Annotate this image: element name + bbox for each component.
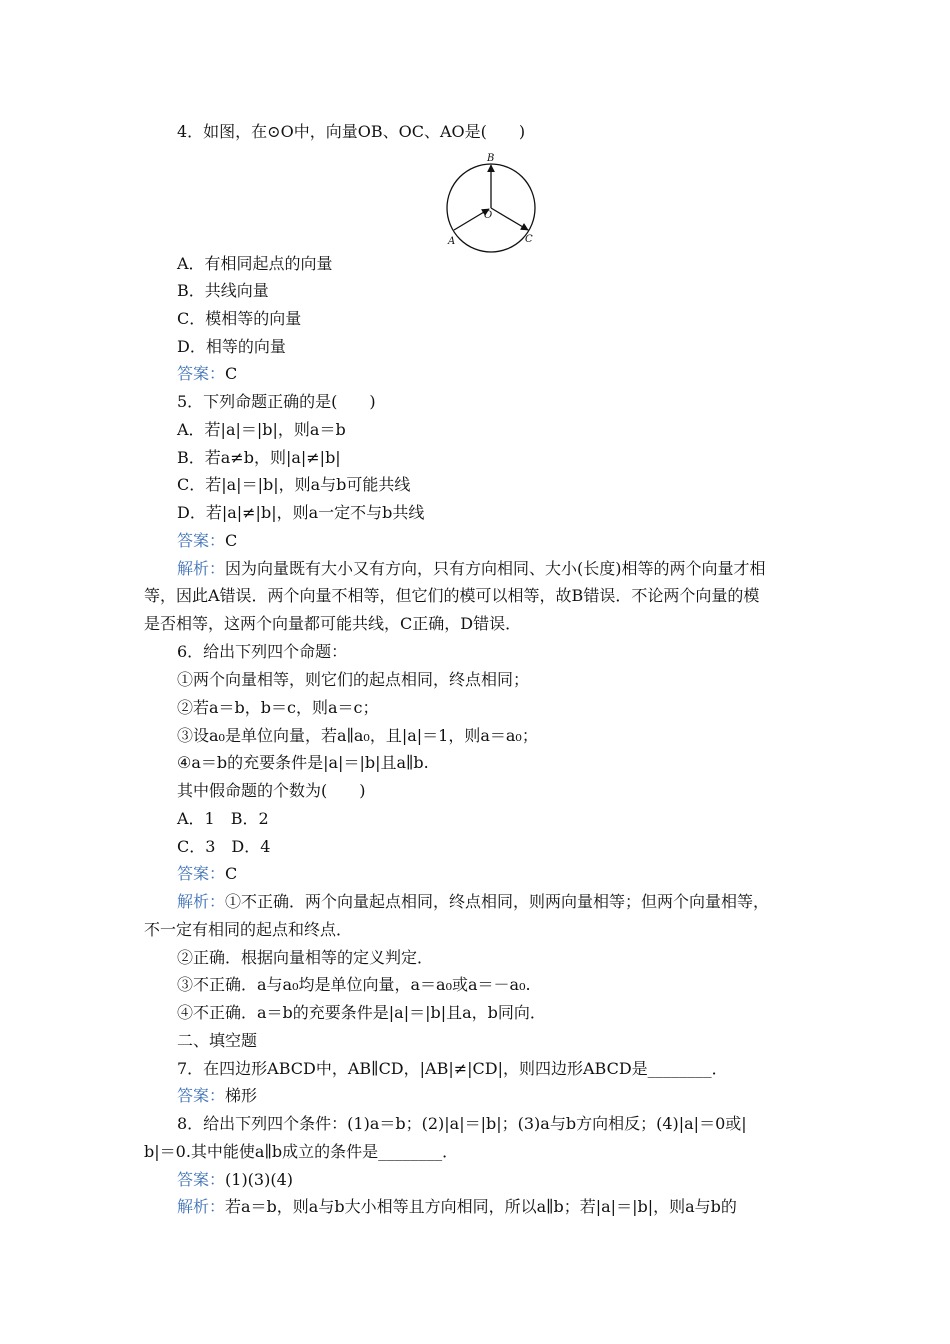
q5-analysis-3: 是否相等，这两个向量都可能共线，C正确，D错误． bbox=[144, 614, 522, 633]
label-o: O bbox=[484, 210, 493, 221]
q7-stem: 7．在四边形ABCD中，AB∥CD，|AB|≠|CD|，则四边形ABCD是________． bbox=[177, 1059, 728, 1078]
analysis-label: 解析： bbox=[177, 892, 226, 911]
q5-analysis-1 bbox=[177, 558, 766, 580]
q4-option-a: A．有相同起点的向量 bbox=[177, 254, 333, 273]
label-c: C bbox=[525, 234, 533, 245]
q6-item-2: ②若a＝b，b＝c，则a＝c； bbox=[177, 698, 379, 717]
q4-option-d: D．相等的向量 bbox=[177, 337, 286, 356]
answer-label: 答案： bbox=[177, 1086, 226, 1105]
q5-answer bbox=[177, 530, 237, 552]
answer-label: 答案： bbox=[177, 1170, 226, 1189]
answer-label: 答案： bbox=[177, 531, 226, 550]
q6-item-3: ③设a₀是单位向量，若a∥a₀，且|a|＝1，则a＝a₀； bbox=[177, 726, 538, 745]
q6-analysis-5: ④不正确．a＝b的充要条件是|a|＝|b|且a，b同向． bbox=[177, 1003, 546, 1022]
q8-stem-2: b|＝0.其中能使a∥b成立的条件是________． bbox=[144, 1142, 459, 1161]
q8-stem-1: 8．给出下列四个条件：(1)a＝b；(2)|a|＝|b|；(3)a与b方向相反；(4)|a|＝0或| bbox=[177, 1114, 747, 1133]
q5-stem: 5．下列命题正确的是( ) bbox=[177, 392, 376, 411]
section-heading: 二、填空题 bbox=[177, 1031, 258, 1050]
q7-answer bbox=[177, 1085, 257, 1107]
analysis-text: ①不正确．两个向量起点相同，终点相同，则两向量相等；但两个向量相等， bbox=[225, 892, 770, 911]
q4-option-c: C．模相等的向量 bbox=[177, 309, 302, 328]
q8-analysis-1 bbox=[177, 1196, 737, 1218]
q5-option-b: B．若a≠b，则|a|≠|b| bbox=[177, 448, 341, 467]
answer-value: C bbox=[225, 864, 238, 883]
answer-value: C bbox=[225, 364, 238, 383]
analysis-text: 因为向量既有大小又有方向，只有方向相同、大小(长度)相等的两个向量才相 bbox=[225, 559, 766, 578]
q6-question: 其中假命题的个数为( ) bbox=[177, 781, 366, 800]
q8-answer bbox=[177, 1169, 293, 1191]
q5-option-c: C．若|a|＝|b|，则a与b可能共线 bbox=[177, 475, 411, 494]
analysis-label: 解析： bbox=[177, 559, 226, 578]
q6-item-1: ①两个向量相等，则它们的起点相同，终点相同； bbox=[177, 670, 530, 689]
q5-option-d: D．若|a|≠|b|，则a一定不与b共线 bbox=[177, 503, 425, 522]
q4-option-b: B．共线向量 bbox=[177, 281, 269, 300]
analysis-label: 解析： bbox=[177, 1197, 226, 1216]
q4-stem: 4．如图，在⊙O中，向量OB、OC、AO是( ) bbox=[177, 122, 526, 141]
answer-value: (1)(3)(4) bbox=[225, 1170, 294, 1189]
q6-options-row-1: A．1 B．2 bbox=[177, 809, 269, 828]
vector-oc bbox=[491, 208, 528, 230]
label-a: A bbox=[448, 236, 456, 247]
label-b: B bbox=[487, 153, 495, 164]
q6-analysis-4: ③不正确．a与a₀均是单位向量，a＝a₀或a＝－a₀. bbox=[177, 975, 531, 994]
q5-option-a: A．若|a|＝|b|，则a＝b bbox=[177, 420, 346, 439]
answer-label: 答案： bbox=[177, 864, 226, 883]
q4-answer bbox=[177, 363, 237, 385]
q6-item-4: ④a＝b的充要条件是|a|＝|b|且a∥b. bbox=[177, 753, 429, 772]
q6-analysis-1 bbox=[177, 891, 769, 913]
q6-analysis-3: ②正确．根据向量相等的定义判定． bbox=[177, 948, 434, 967]
q6-answer bbox=[177, 863, 237, 885]
q6-options-row-2: C．3 D．4 bbox=[177, 837, 271, 856]
circle-vectors-diagram bbox=[440, 150, 550, 255]
q5-analysis-2: 等，因此A错误．两个向量不相等，但它们的模可以相等，故B错误．不论两个向量的模 bbox=[144, 586, 760, 605]
q6-analysis-2: 不一定有相同的起点和终点． bbox=[144, 920, 353, 939]
q6-stem: 6．给出下列四个命题： bbox=[177, 642, 348, 661]
answer-label: 答案： bbox=[177, 364, 226, 383]
answer-value: 梯形 bbox=[225, 1086, 258, 1105]
circle-figure bbox=[440, 150, 550, 255]
answer-value: C bbox=[225, 531, 238, 550]
analysis-text: 若a＝b，则a与b大小相等且方向相同，所以a∥b；若|a|＝|b|，则a与b的 bbox=[225, 1197, 737, 1216]
